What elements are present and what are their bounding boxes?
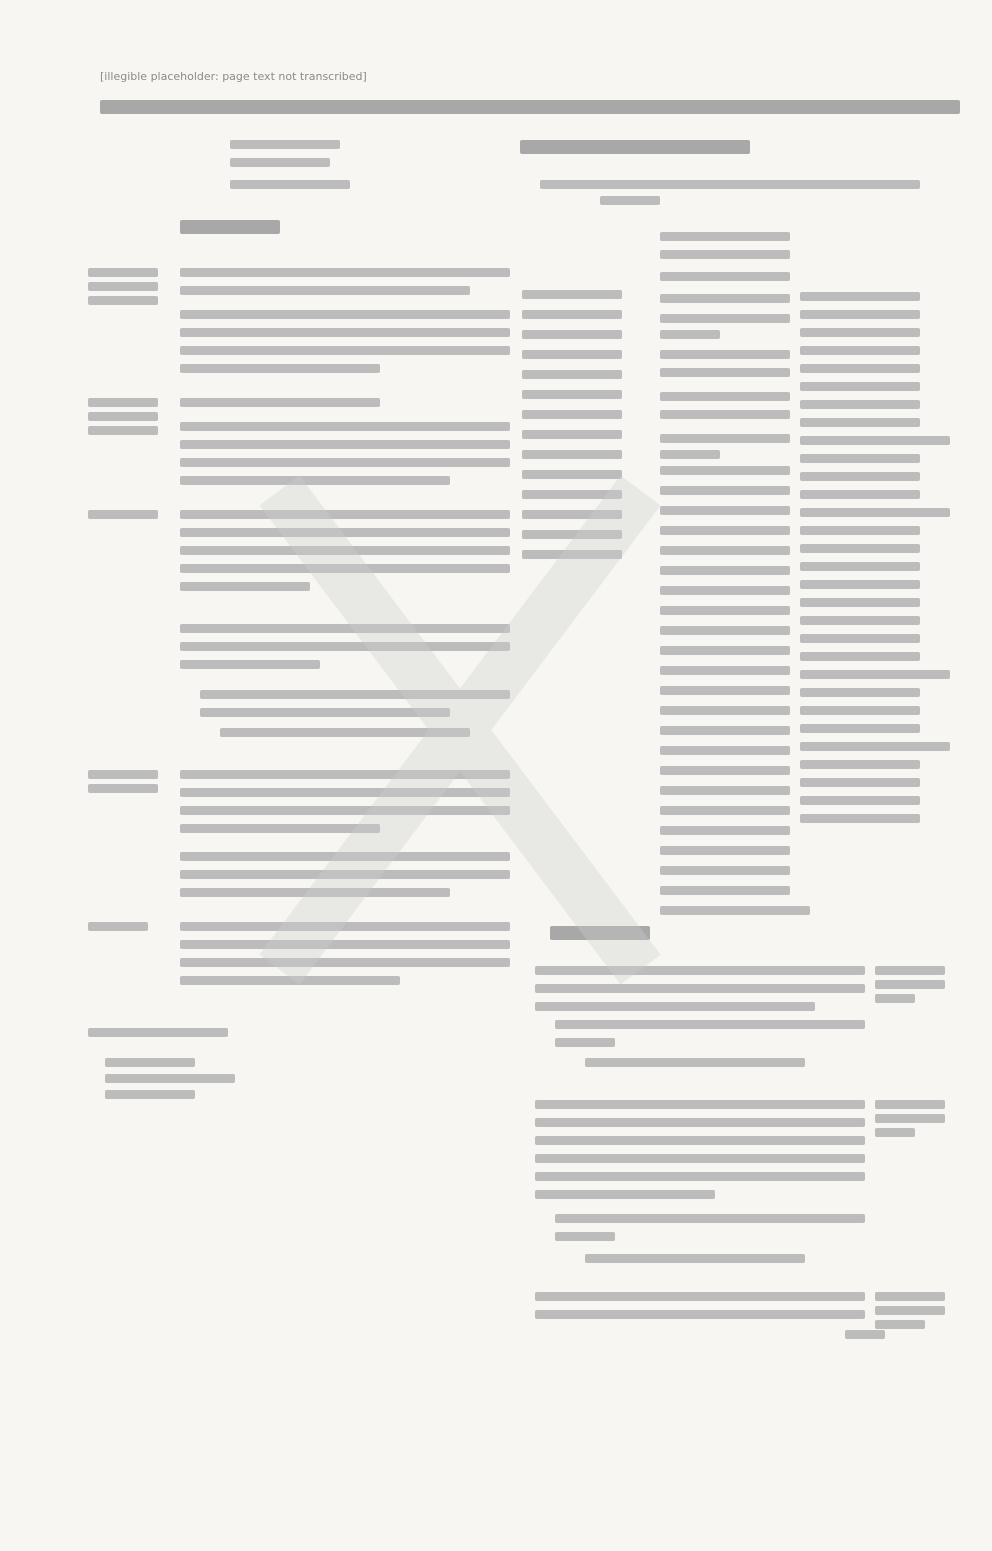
running-head-placeholder	[100, 100, 960, 114]
placeholder-notice: [illegible placeholder: page text not transcribed]	[100, 70, 367, 83]
